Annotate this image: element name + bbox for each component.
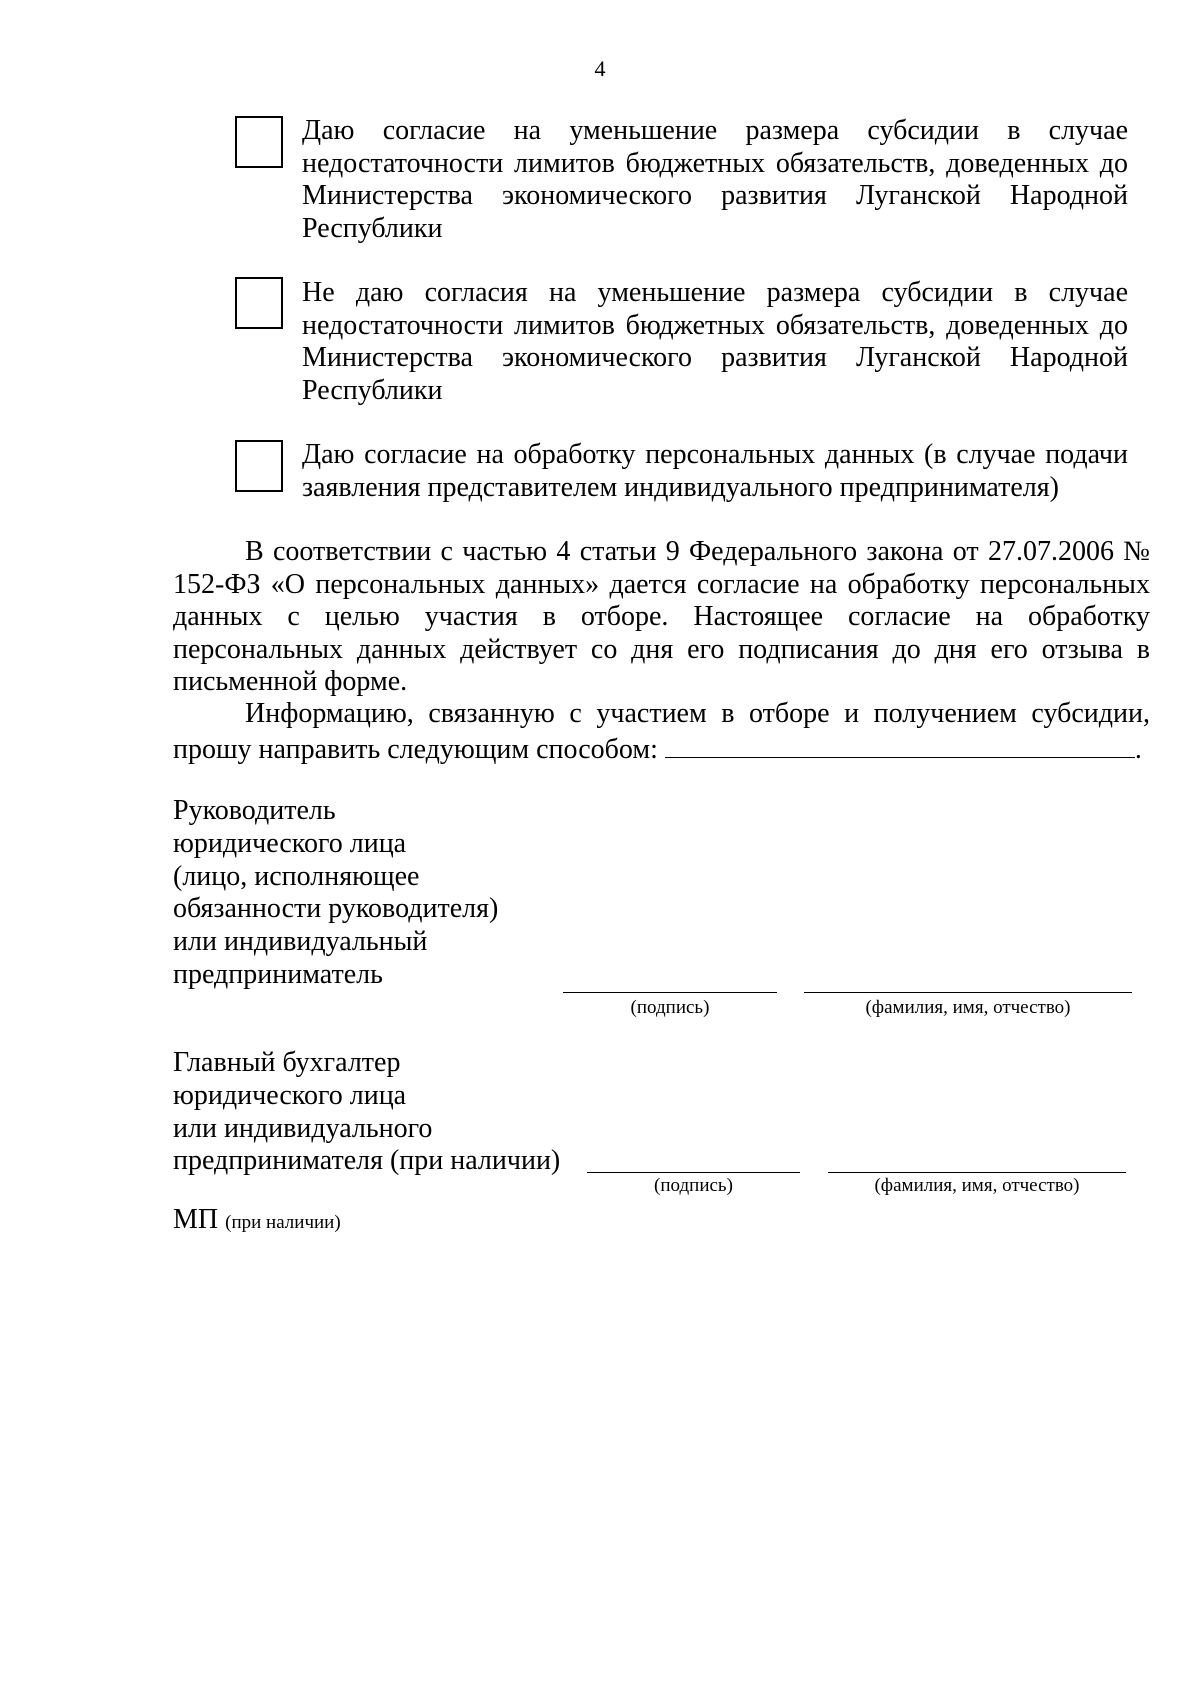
- info-delivery-text: Информацию, связанную с участием в отборе и получением субсидии, прошу направить следующим способом:: [173, 698, 1150, 765]
- accountant-label-line: предпринимателя (при наличии): [173, 1145, 561, 1177]
- head-signature-caption: (подпись): [630, 997, 710, 1018]
- head-label-line: Руководитель: [173, 795, 336, 826]
- accountant-label-line: Главный бухгалтер: [173, 1047, 401, 1078]
- accountant-signatory-label: [173, 1047, 560, 1178]
- head-name-caption: (фамилия, имя, отчество): [865, 997, 1071, 1018]
- stamp-note: (при наличии): [225, 1212, 341, 1233]
- page-number: 4: [594, 56, 606, 81]
- head-label-line: (лицо, исполняющее: [173, 860, 420, 892]
- info-delivery-paragraph: [173, 698, 1150, 766]
- consent-paragraph: В соответствии с частью 4 статьи 9 Федерального закона от 27.07.2006 № 152-ФЗ «О персональных данных» дается согласие на обработку персональных данных с целью участия в отборе. Настоящее согласие на обработку персональных данных действует со дня его подписания до дня его отзыва в письменной форме.: [173, 536, 1150, 697]
- head-signatory-label: [173, 795, 498, 992]
- head-label-line: юридического лица: [173, 827, 407, 859]
- accountant-label-line: юридического лица: [173, 1079, 407, 1111]
- accountant-name-field[interactable]: [828, 1172, 1126, 1173]
- info-delivery-period: .: [1134, 733, 1142, 765]
- accountant-signature-caption: (подпись): [654, 1175, 733, 1196]
- consent-reduction-text: Даю согласие на уменьшение размера субсидии в случае недостаточности лимитов бюджетных обязательств, доведенных до Министерства экономического развития Луганской Народной Республики: [302, 115, 1128, 244]
- personal-data-consent-text: Даю согласие на обработку персональных данных (в случае подачи заявления представителем индивидуального предпринимателя): [302, 439, 1128, 503]
- stamp-label: МП: [173, 1204, 219, 1235]
- accountant-label-line: или индивидуального: [173, 1112, 433, 1144]
- head-label-line: обязанности руководителя): [173, 893, 499, 925]
- no-consent-reduction-text: Не даю согласия на уменьшение размера субсидии в случае недостаточности лимитов бюджетных обязательств, доведенных до Министерства экономического развития Луганской Народной Республики: [302, 277, 1128, 406]
- head-signature-field[interactable]: [563, 992, 777, 993]
- head-label-line: предприниматель: [173, 958, 383, 990]
- consent-reduction-checkbox[interactable]: [235, 116, 283, 168]
- accountant-name-caption: (фамилия, имя, отчество): [874, 1175, 1080, 1196]
- delivery-method-field[interactable]: [665, 731, 1135, 758]
- head-name-field[interactable]: [804, 992, 1132, 993]
- head-label-line: или индивидуальный: [173, 926, 428, 958]
- accountant-signature-field[interactable]: [587, 1172, 800, 1173]
- personal-data-consent-checkbox[interactable]: [235, 440, 283, 492]
- stamp-label-block: [173, 1204, 341, 1236]
- no-consent-reduction-checkbox[interactable]: [235, 277, 283, 329]
